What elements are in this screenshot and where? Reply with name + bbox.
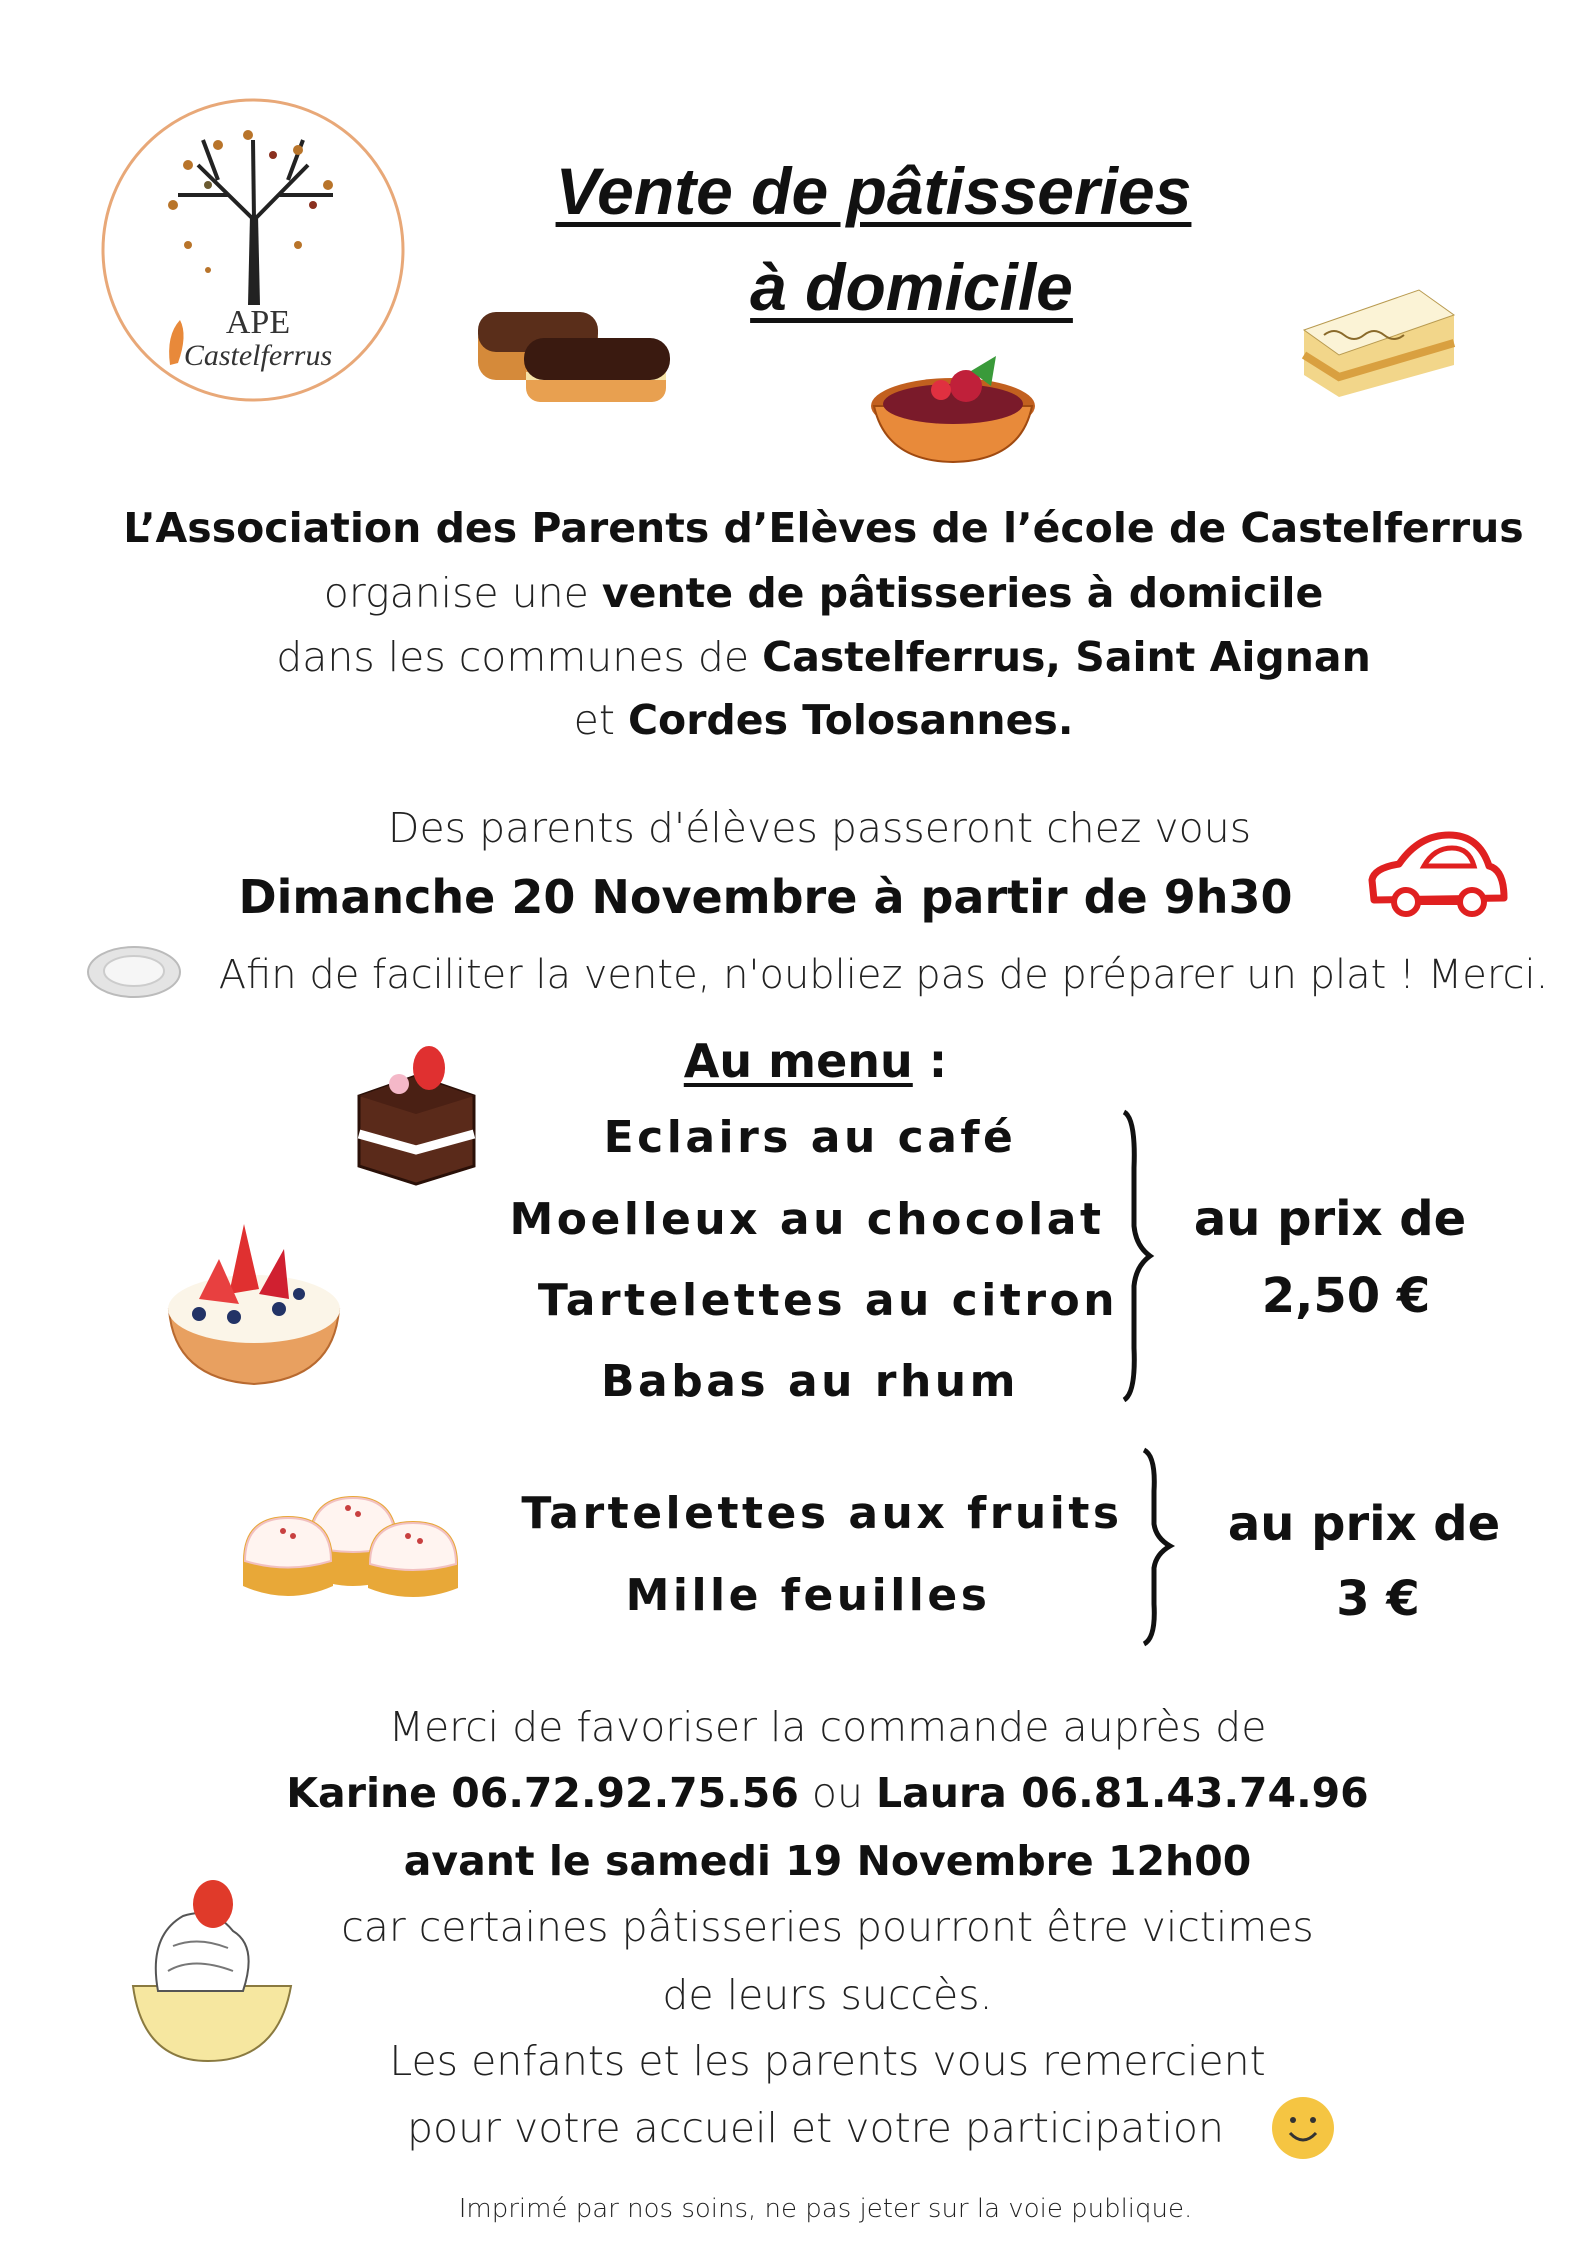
logo-castelferrus-text: Castelferrus xyxy=(183,339,333,372)
menu-item: Eclairs au café xyxy=(603,1112,1017,1163)
intro-line-2-bold: vente de pâtisseries à domicile xyxy=(601,569,1324,617)
logo-ape-text: APE xyxy=(225,304,291,341)
menu-item: Tartelettes aux fruits xyxy=(521,1488,1123,1539)
intro-line-3-light: dans les communes de xyxy=(276,633,763,681)
price-label-group-2: au prix de xyxy=(1227,1496,1501,1552)
title-line-1: Vente de pâtisseries xyxy=(555,154,1192,228)
eclair-image xyxy=(476,310,676,410)
menu-heading xyxy=(22,1034,1587,1088)
menu-item: Tartelettes au citron xyxy=(537,1275,1119,1326)
intro-line-1: L’Association des Parents d’Elèves de l’école de Castelferrus xyxy=(123,504,1524,552)
price-group-1: 2,50 € xyxy=(1261,1268,1431,1324)
visit-line-1: Des parents d'élèves passeront chez vous xyxy=(387,804,1252,852)
intro-line-3-bold: Castelferrus, Saint Aignan xyxy=(762,633,1371,681)
intro-line-4-light: et xyxy=(573,696,628,744)
order-line-1: Merci de favoriser la commande auprès de xyxy=(388,1703,1267,1751)
tree-logo-icon xyxy=(98,95,408,405)
order-contacts xyxy=(34,1769,1587,1817)
contact-or: ou xyxy=(798,1769,876,1817)
order-line-4: car certaines pâtisseries pourront être victimes xyxy=(341,1903,1314,1951)
intro-line-4 xyxy=(30,696,1587,744)
menu-heading-text: Au menu xyxy=(683,1034,913,1088)
menu-item: Moelleux au chocolat xyxy=(509,1194,1105,1245)
cupcake-image xyxy=(123,1876,298,2066)
intro-line-2-light: organise une xyxy=(323,569,602,617)
intro-line-2 xyxy=(30,569,1587,617)
order-line-5: de leurs succès. xyxy=(662,1971,993,2019)
menu-item: Mille feuilles xyxy=(625,1570,991,1621)
fruit-tart-image xyxy=(159,1219,354,1394)
menu-item: Babas au rhum xyxy=(601,1356,1019,1407)
brace-group-1 xyxy=(1118,1108,1163,1403)
visit-date: Dimanche 20 Novembre à partir de 9h30 xyxy=(238,870,1293,924)
smiley-icon xyxy=(1270,2095,1336,2161)
contact-karine: Karine 06.72.92.75.56 xyxy=(286,1769,799,1817)
order-line-6: Les enfants et les parents vous remercient xyxy=(389,2037,1266,2085)
price-group-2: 3 € xyxy=(1336,1571,1420,1627)
menu-heading-colon: : xyxy=(912,1034,948,1088)
ape-logo xyxy=(98,95,408,405)
intro-line-4-bold: Cordes Tolosannes. xyxy=(627,696,1074,744)
order-deadline: avant le samedi 19 Novembre 12h00 xyxy=(403,1837,1252,1885)
intro-line-3 xyxy=(30,633,1587,681)
contact-laura: Laura 06.81.43.74.96 xyxy=(875,1769,1369,1817)
price-label-group-1: au prix de xyxy=(1193,1191,1467,1247)
cream-puffs-image xyxy=(238,1486,464,1604)
mille-feuille-image xyxy=(1299,285,1459,400)
raspberry-tart-image xyxy=(866,346,1041,466)
footer-note: Imprimé par nos soins, ne pas jeter sur la voie publique. xyxy=(458,2194,1193,2224)
plate-note: Afin de faciliter la vente, n'oubliez pas de préparer un plat ! Merci. xyxy=(218,952,1549,998)
car-icon xyxy=(1364,830,1512,920)
title-line-2: à domicile xyxy=(750,250,1073,324)
order-line-7: pour votre accueil et votre participation xyxy=(407,2104,1224,2152)
brace-group-2 xyxy=(1138,1446,1183,1648)
